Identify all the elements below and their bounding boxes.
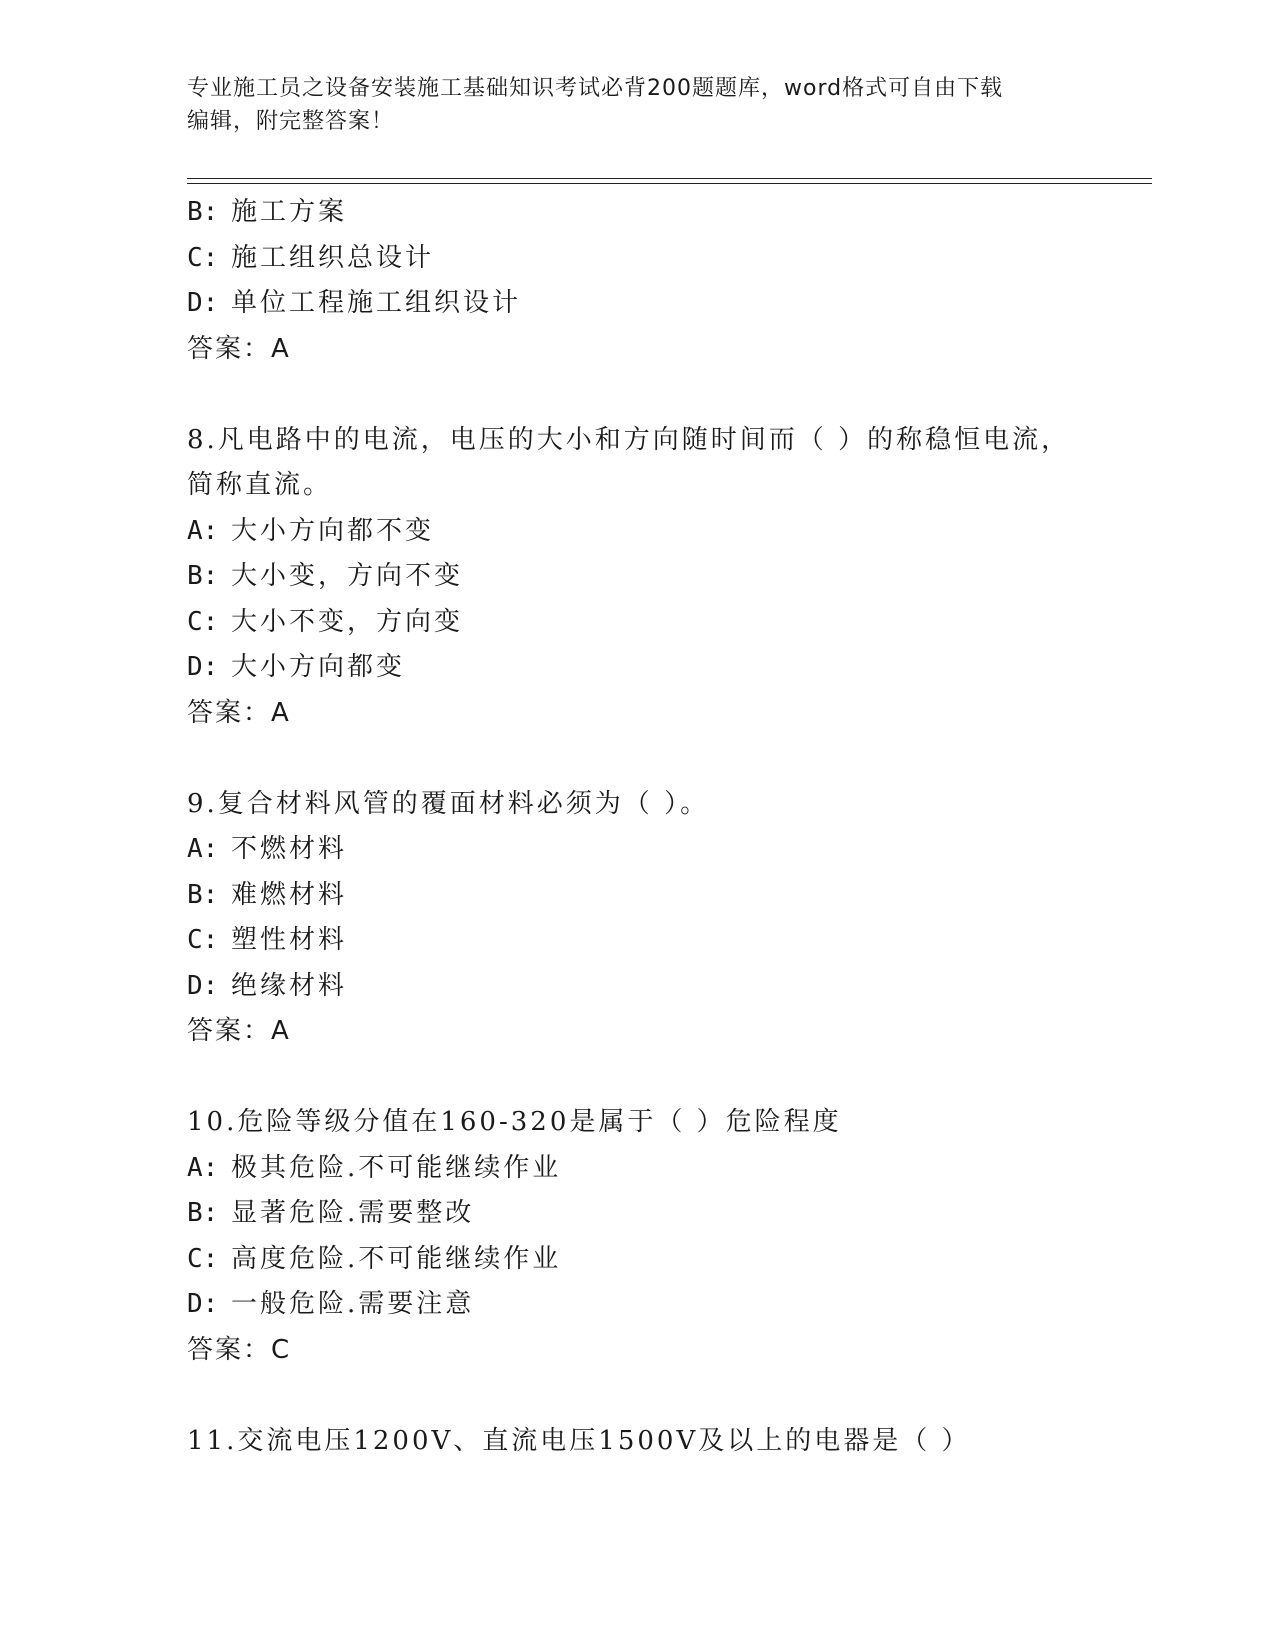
answer-line <box>187 1328 1087 1374</box>
option-b <box>187 1191 1087 1237</box>
question-10 <box>187 1100 1087 1373</box>
option-text: 一般危险.需要注意 <box>231 1289 475 1319</box>
header-title-line-2: 编辑，附完整答案！ <box>187 109 395 134</box>
question-stem: 10.危险等级分值在160-320是属于（ ）危险程度 <box>187 1107 842 1137</box>
option-c <box>187 1237 1087 1283</box>
option-prefix: D: <box>187 288 219 318</box>
option-prefix: B: <box>187 197 219 227</box>
option-c <box>187 918 1087 964</box>
answer-value: A <box>271 1016 290 1046</box>
option-prefix: D: <box>187 652 219 682</box>
option-text: 大小方向都变 <box>231 652 406 682</box>
option-prefix: C: <box>187 925 219 955</box>
question-7-continuation <box>187 190 1087 372</box>
option-prefix: B: <box>187 561 219 591</box>
option-text: 难燃材料 <box>231 879 348 910</box>
option-prefix: B: <box>187 1198 219 1228</box>
option-c <box>187 236 1087 282</box>
answer-label: 答案： <box>187 333 272 364</box>
answer-line <box>187 327 1087 373</box>
header-title-line-1: 专业施工员之设备安装施工基础知识考试必背200题题库，word格式可自由下载 <box>187 76 1004 101</box>
answer-label: 答案： <box>187 1016 272 1046</box>
option-text: 大小变，方向不变 <box>231 561 464 591</box>
option-prefix: A: <box>187 1152 219 1183</box>
option-text: 单位工程施工组织设计 <box>231 288 522 318</box>
question-stem: 9.复合材料风管的覆面材料必须为（ ）。 <box>187 788 710 819</box>
question-stem-line-2: 简称直流。 <box>187 470 333 500</box>
question-stem-line-1: 8.凡电路中的电流，电压的大小和方向随时间而（ ）的称稳恒电流， <box>187 424 1071 455</box>
option-c <box>187 600 1087 646</box>
option-a <box>187 1146 1087 1192</box>
spacer <box>187 1373 1087 1419</box>
answer-value: C <box>271 1334 291 1365</box>
answer-line <box>187 1009 1087 1055</box>
option-prefix: B: <box>187 879 219 910</box>
answer-label: 答案： <box>187 697 272 728</box>
spacer <box>187 736 1087 782</box>
option-prefix: C: <box>187 606 219 637</box>
option-d <box>187 964 1087 1010</box>
option-text: 不燃材料 <box>231 834 348 864</box>
option-b <box>187 554 1087 600</box>
answer-value: A <box>271 333 290 364</box>
question-list <box>187 190 1087 1464</box>
question-stem: 11.交流电压1200V、直流电压1500V及以上的电器是（ ） <box>187 1425 971 1456</box>
option-text: 高度危险.不可能继续作业 <box>231 1243 562 1274</box>
option-text: 塑性材料 <box>231 925 348 955</box>
answer-label: 答案： <box>187 1334 272 1365</box>
option-text: 施工方案 <box>231 197 348 227</box>
option-prefix: C: <box>187 1243 219 1274</box>
answer-line <box>187 691 1087 737</box>
option-text: 绝缘材料 <box>231 970 348 1001</box>
option-b <box>187 190 1087 236</box>
spacer <box>187 1055 1087 1101</box>
option-text: 极其危险.不可能继续作业 <box>231 1152 562 1183</box>
question-8 <box>187 418 1087 737</box>
option-d <box>187 645 1087 691</box>
option-prefix: D: <box>187 970 219 1001</box>
option-d <box>187 281 1087 327</box>
document-header <box>187 72 1087 138</box>
spacer <box>187 372 1087 418</box>
option-d <box>187 1282 1087 1328</box>
answer-value: A <box>271 697 290 728</box>
option-prefix: C: <box>187 242 219 273</box>
header-divider-bottom <box>187 183 1152 184</box>
option-prefix: A: <box>187 515 219 546</box>
question-11 <box>187 1419 1087 1465</box>
option-b <box>187 873 1087 919</box>
option-text: 施工组织总设计 <box>231 242 435 273</box>
option-prefix: A: <box>187 834 219 864</box>
option-text: 显著危险.需要整改 <box>231 1198 475 1228</box>
option-a <box>187 827 1087 873</box>
question-9 <box>187 782 1087 1055</box>
option-prefix: D: <box>187 1289 219 1319</box>
option-a <box>187 509 1087 555</box>
option-text: 大小不变，方向变 <box>231 606 464 637</box>
option-text: 大小方向都不变 <box>231 515 435 546</box>
header-divider-top <box>187 178 1152 179</box>
